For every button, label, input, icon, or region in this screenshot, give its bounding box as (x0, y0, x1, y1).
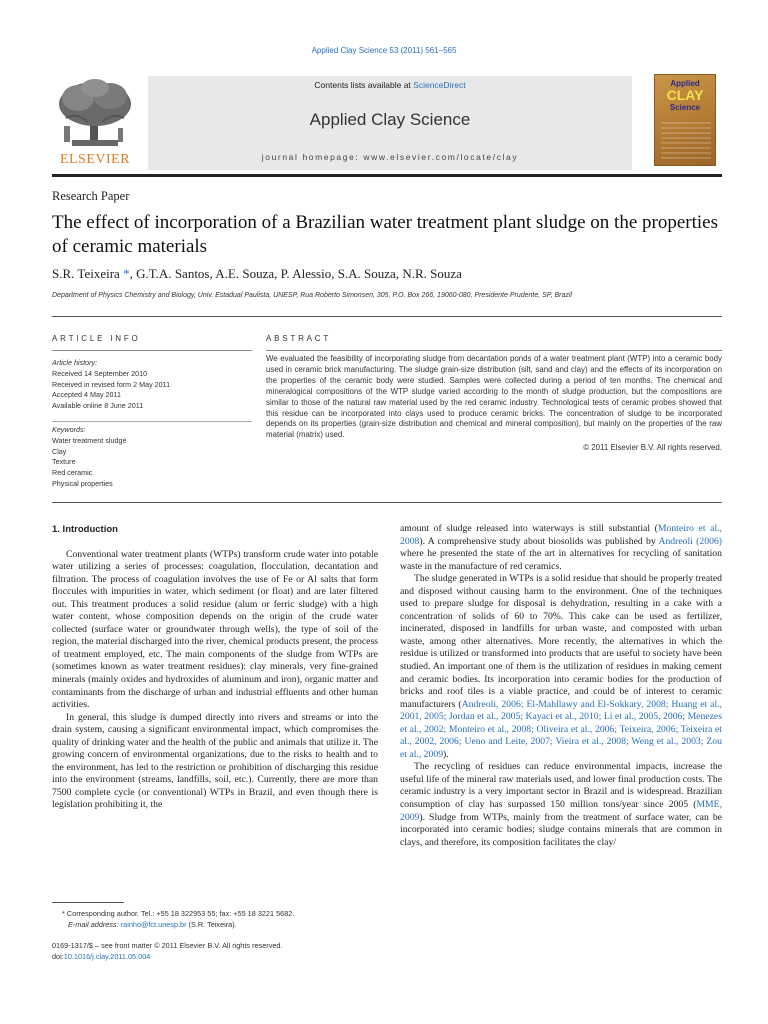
history-item: Received in revised form 2 May 2011 (52, 379, 171, 389)
front-matter (52, 940, 378, 962)
paragraph: Conventional water treatment plants (WTPs) transform crude water into potable water utilizing a series of processes: coagulation, flocculation, decantation and filtration. The process of coagulation involves the use of Fe or Al salts that form floccules with impurities in water, which sediment (or float) and are later filtered out. This treatment produces a solid residue (alum or ferric sludge) with a high water content, whose composition depends on the origin of the crude water collected (surface water or groundwater through wells), the type of soil of the region, the material discharged into the river, chemical products present, the process of treatment employed, etc. The main components of the sludge from WTPs are (sometimes known as water treatment residues): clay minerals, very fine-grained minerals (mainly oxides and hydroxides of aluminum and iron), organic matter and contaminants from the discharge of urban and industrial effluents and other human activities. (52, 548, 379, 711)
footnote-marker: * (62, 909, 65, 918)
citation-link[interactable]: Monteiro et al., 2008 (400, 523, 722, 547)
section-heading-introduction: 1. Introduction (52, 524, 118, 535)
history-item: Accepted 4 May 2011 (52, 390, 121, 400)
first-author: S.R. Teixeira (52, 266, 124, 281)
header-rule (52, 174, 722, 177)
doi-label: doi: (52, 952, 64, 961)
keywords (52, 425, 252, 490)
keyword: Texture (52, 457, 76, 467)
footnote-contact: Corresponding author. Tel.: +55 18 322953 55; fax: +55 18 3221 5682. (64, 909, 295, 918)
elsevier-tree-icon (52, 78, 138, 152)
footnote-line (52, 908, 378, 919)
paper-type: Research Paper (52, 189, 130, 203)
body-column-right (400, 523, 722, 849)
doi-line (52, 951, 378, 962)
divider (52, 316, 722, 317)
journal-citation[interactable]: Applied Clay Science 53 (2011) 561–565 (311, 46, 457, 55)
email-suffix: (S.R. Teixeira). (186, 920, 237, 929)
cover-title-line-3: Science (669, 103, 701, 112)
paragraph (400, 523, 722, 573)
divider (52, 350, 252, 351)
footnote-email-line (52, 919, 378, 930)
article-history (52, 358, 252, 412)
keywords-label: Keywords: (52, 425, 86, 434)
abstract-heading: ABSTRACT (266, 334, 332, 343)
text-run: ). (443, 748, 449, 760)
abstract-copyright: © 2011 Elsevier B.V. All rights reserved. (583, 443, 722, 453)
cover-title-line-1: Applied (670, 79, 700, 88)
paragraph (400, 573, 722, 761)
journal-homepage[interactable]: journal homepage: www.elsevier.com/locate/clay (261, 152, 519, 162)
cover-title-line-2: CLAY (666, 87, 704, 103)
divider (52, 502, 722, 503)
footnote-rule (52, 902, 124, 903)
elsevier-logo (52, 78, 138, 168)
corresponding-author-footnote (52, 908, 378, 930)
article-info-heading: ARTICLE INFO (52, 334, 141, 343)
journal-cover-thumbnail (654, 74, 716, 166)
author-affiliation: Department of Physics Chemistry and Biology, Univ. Estadual Paulista, UNESP, Rua Roberto Simonsen, 305, P.O. Box 266, 19060-080, Presidente Prudente, SP, Brazil (52, 292, 572, 299)
text-run: ). A comprehensive study about biosolids was published by (419, 535, 659, 547)
history-label: Article history: (52, 358, 98, 367)
text-run: The sludge generated in WTPs is a solid residue that should be properly treated and disposed without causing harm to the environment. One of the techniques used to prepare sludge for disposal is dehydration, resulting in a cake with a concentration of solids of 60 to 70%. This cake can be used as fertilizer, incinerated, disposed in landfills for urban waste, and composted with urban waste, among other alternatives. More recently, the alternatives in which the residue is utilized or transformed into products that are useful to society have been studied. An important one of them is the utilization of residues in making cement and ceramic bodies. Its incorporation into ceramic bodies for the production of bricks and roof tiles is a viable practice, and could be of interest to ceramic manufacturers ( (400, 573, 722, 710)
divider (52, 421, 252, 422)
corresponding-author-marker[interactable]: * (123, 266, 130, 281)
body-column-left (52, 524, 378, 812)
history-item: Received 14 September 2010 (52, 368, 148, 378)
other-authors: , G.T.A. Santos, A.E. Souza, P. Alessio, S.A. Souza, N.R. Souza (129, 266, 462, 281)
divider (266, 350, 722, 351)
sciencedirect-link[interactable]: ScienceDirect (413, 80, 466, 90)
article-title: The effect of incorporation of a Brazilian water treatment plant sludge on the properties of ceramic materials (52, 212, 718, 257)
citation-link[interactable]: MME, 2009 (400, 799, 722, 823)
journal-name: Applied Clay Science (309, 110, 471, 129)
text-run: ). Sludge from WTPs, mainly from the treatment of surface water, can be incorporated into ceramic bodies; sludge contains minerals that are common in clays, and therefore, its composition facilitates the clay/ (400, 811, 722, 848)
keyword: Clay (52, 446, 67, 456)
keyword: Physical properties (52, 478, 113, 488)
email-label: E-mail address: (68, 920, 121, 929)
citation-link[interactable]: Andreoli (2006) (658, 535, 723, 547)
history-item: Available online 8 June 2011 (52, 401, 144, 411)
issn-line: 0169-1317/$ – see front matter © 2011 Elsevier B.V. All rights reserved. (52, 941, 283, 950)
doi-link[interactable]: 10.1016/j.clay.2011.05.004 (63, 952, 151, 961)
keyword: Water treatment sludge (52, 435, 127, 445)
abstract-body (266, 354, 722, 454)
email-link[interactable]: rainho@fct.unesp.br (120, 920, 187, 929)
abstract-text: We evaluated the feasibility of incorporating sludge from decantation ponds of a water treatment plant (WTP) into a ceramic body used in ceramic brick manufacturing. The sludge grain-size distribution (silt, sand and clay) and the effects of its incorporation on the properties of the ceramic body were studied. Samples were collected during a period of ten months. The chemical and mineralogical compositions of the WTP sludge varied according to the month of sludge production, but the compositions are similar to those of the natural raw material used by the red ceramic industry. Technological tests of ceramic probes showed that this residue can be incorporated into clays used to produce ceramic bricks. The concentration of sludge to be incorporated depends on its properties (grain-size distribution and chemical and mineral composition), but mainly on the properties of the raw material (matrix) used. (266, 354, 722, 440)
paragraph: In general, this sludge is dumped directly into rivers and streams or into the drain system, causing a significant environmental impact, which compromises the quality of drinking water and the health of the public and animals that utilize it. The growing concern of environmental organizations, due to the risks to health and to the environment, has led to the restriction or prohibition of discharging this residue into the environment (streams, landfills, soil, etc.). Currently, there are more than 7500 complete cycle (or conventional) WTPs in Brazil, and even though there is legislation prohibiting it, the (52, 711, 378, 811)
cover-texture (661, 119, 711, 159)
citation-link[interactable]: Andreoli, 2006; El-Mahllawy and El-Sokkary, 2008; Huang et al., 2001, 2005; Jordan et al., 2005; Kayaci et al., 2010; Li et al., 2005, 2006; Menezes et al., 2002; Monteiro et al., 2008; Oliveira et al., 2006; Teixeira, 2006; Teixeira et al., 2002, 2006; Ueno and Leite, 2007; Vieira et al., 2008; Weng et al., 2003; Zou et al., 2009 (400, 698, 722, 760)
author-list (52, 266, 462, 282)
contents-prefix: Contents lists available at (314, 80, 414, 90)
text-run: where he presented the state of the art in alternatives for recycling of sanitation waste in the manufacture of red ceramics. (400, 548, 722, 572)
paragraph (400, 761, 722, 849)
keyword: Red ceramic (52, 468, 93, 478)
journal-header-box (148, 76, 632, 170)
contents-line (148, 80, 632, 90)
text-run: The recycling of residues can reduce environmental impacts, increase the useful life of the mineral raw materials used, and lower final production costs. The ceramic industry is a very important sector in Brazil and is widespread. Brazilian consumption of clay has surpassed 150 million tons/year since 2005 ( (400, 761, 722, 811)
text-run: amount of sludge released into waterways is still substantial ( (400, 523, 658, 534)
elsevier-wordmark: ELSEVIER (59, 152, 131, 167)
